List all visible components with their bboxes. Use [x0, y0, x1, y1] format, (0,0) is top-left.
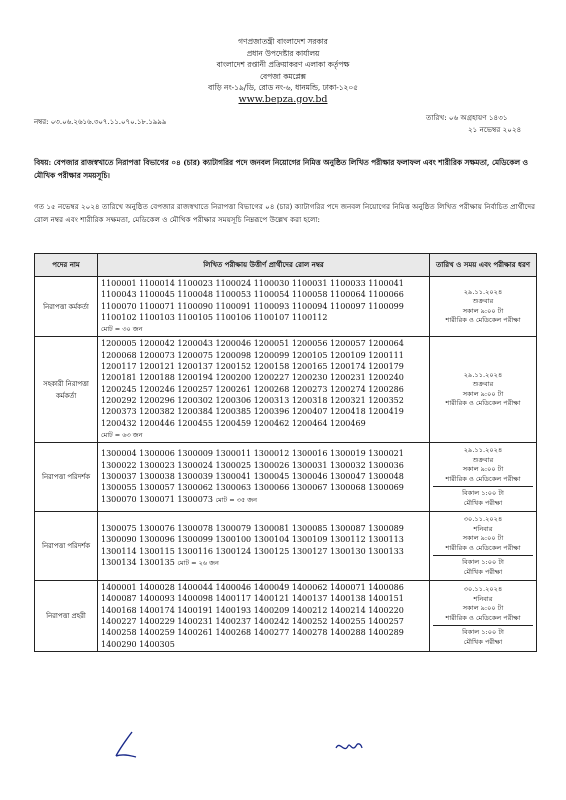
header-line-4: বেপজা কমপ্লেক্স: [260, 71, 306, 81]
reference-number: নম্বর: ০৩.০৬.২৬১৬.৩০৭.১১.০৭০.১৮.১৯৯৯: [34, 118, 167, 126]
header-post: পদের নাম: [35, 254, 98, 277]
header-schedule: তারিখ ও সময় এবং পরীক্ষার ধরণ: [430, 254, 537, 277]
schedule-cell: [430, 512, 537, 581]
table-row: [35, 512, 537, 581]
roll-list: 1300075 1300076 1300078 1300079 1300081 1300085 1300087 1300089 1300090 1300096 1300099 1300100 1300104 1300109 1300112 1300113 1300114 1300115 1300116 1300124 1300125 1300127 1300130 1300133 1300134 1300135: [101, 524, 404, 567]
signature-mark-right: [334, 736, 364, 758]
signature-mark-left: [112, 730, 140, 760]
roll-numbers: [98, 512, 430, 581]
total-count: মোট = ২৬ জন: [177, 558, 219, 567]
results-table: [34, 253, 537, 652]
header-line-3: বাংলাদেশ রপ্তানী প্রক্রিয়াকরণ এলাকা কর্তৃপক্ষ: [216, 60, 350, 69]
post-name: নিরাপত্তা পরিদর্শক: [35, 512, 98, 581]
post-name: নিরাপত্তা পরিদর্শক: [35, 443, 98, 512]
date-block: [426, 112, 521, 136]
table-row: [35, 443, 537, 512]
schedule-physical: ২৯.১১.২০২৪ শুক্রবার সকাল ৯:০০ টা শারীরিক ও মেডিকেল পরীক্ষা: [445, 370, 521, 408]
date-bangla: তারিখ: ০৬ অগ্রহায়ণ ১৪৩১: [426, 113, 508, 122]
schedule-viva: বিকাল ১:০০ টা মৌখিক পরীক্ষা: [462, 558, 504, 576]
schedule-cell: [430, 581, 537, 652]
schedule-viva: বিকাল ১:০০ টা মৌখিক পরীক্ষা: [462, 628, 504, 646]
roll-list: 1300004 1300006 1300009 1300011 1300012 1300016 1300019 1300021 1300022 1300023 1300024 1300025 1300026 1300031 1300032 1300036 1300037 1300038 1300039 1300041 1300045 1300046 1300047 1300048 1300055 1300057 1300062 1300063 1300066 1300067 1300068 1300069 1300070 1300071 1300073: [101, 449, 404, 504]
table-row: [35, 337, 537, 443]
roll-numbers: [98, 581, 430, 652]
post-name: নিরাপত্তা কর্মকর্তা: [35, 277, 98, 337]
header-line-2: প্রধান উপদেষ্টার কার্যালয়: [246, 48, 320, 58]
total-count: মোট = ৩০ জন: [101, 325, 143, 334]
header-line-5: বাড়ি নং-১৯/ডি, রোড নং-৬, ধানমন্ডি, ঢাকা-১২০৫: [208, 83, 358, 92]
schedule-cell: [430, 277, 537, 337]
roll-list: 1400001 1400028 1400044 1400046 1400049 1400062 1400071 1400086 1400087 1400093 1400098 1400117 1400121 1400137 1400138 1400151 1400168 1400174 1400191 1400193 1400209 1400212 1400214 1400220 1400227 1400229 1400231 1400237 1400242 1400252 1400255 1400257 1400258 1400259 1400261 1400268 1400277 1400278 1400288 1400289 1400290 1400305: [101, 583, 404, 649]
total-count: মোট = ৬৩ জন: [101, 430, 143, 439]
letterhead: [0, 36, 566, 105]
roll-list: 1200005 1200042 1200043 1200046 1200051 1200056 1200057 1200064 1200068 1200073 1200075 1200098 1200099 1200105 1200109 1200111 1200117 1200121 1200137 1200152 1200158 1200165 1200174 1200179 1200181 1200188 1200194 1200200 1200227 1200230 1200231 1200240 1200245 1200246 1200257 1200261 1200268 1200273 1200274 1200286 1200292 1200296 1200302 1200306 1200313 1200318 1200321 1200352 1200373 1200382 1200384 1200385 1200396 1200407 1200418 1200419 1200432 1200446 1200455 1200459 1200462 1200464 1200469: [101, 339, 404, 428]
schedule-physical: ২৯.১১.২০২৪ শুক্রবার সকাল ৯:০০ টা শারীরিক ও মেডিকেল পরীক্ষা: [445, 287, 521, 325]
date-gregorian: ২১ নভেম্বর ২০২৪: [468, 125, 522, 134]
post-name: নিরাপত্তা প্রহরী: [35, 581, 98, 652]
roll-numbers: [98, 277, 430, 337]
schedule-viva: বিকাল ১:০০ টা মৌখিক পরীক্ষা: [462, 489, 504, 507]
subject-line: বিষয়: বেপজার রাজস্বখাতে নিরাপত্তা বিভাগের ০৪ (চার) ক্যাটাগরির পদে জনবল নিয়োগের নিমিত্ত অনুষ্ঠিত লিখিত পরীক্ষার ফলাফল এবং শারীরিক সক্ষমতা, মেডিকেল ও মৌখিক পরীক্ষার সময়সূচি।: [34, 158, 528, 180]
table-header-row: [35, 254, 537, 277]
body-paragraph: গত ১৫ নভেম্বর ২০২৪ তারিখে অনুষ্ঠিত বেপজার রাজস্বখাতে নিরাপত্তা বিভাগের ০৪ (চার) ক্যাটাগরির পদে জনবল নিয়োগের নিমিত্ত অনুষ্ঠিত লিখিত পরীক্ষায় নির্বাচিত প্রার্থীদের রোল নম্বর এবং শারীরিক সক্ষমতা, মেডিকেল ও মৌখিক পরীক্ষার সময়সূচি নিম্নরূপে উল্লেখ করা হলো:: [34, 202, 536, 224]
roll-list: 1100001 1100014 1100023 1100024 1100030 1100031 1100033 1100041 1100043 1100045 1100048 1100053 1100054 1100058 1100064 1100066 1100070 1100071 1100090 1100091 1100093 1100094 1100097 1100099 1100102 1100103 1100105 1100106 1100107 1100112: [101, 279, 404, 322]
schedule-physical: ৩০.১১.২০২৪ শনিবার সকাল ৯:০০ টা শারীরিক ও মেডিকেল পরীক্ষা: [433, 583, 533, 626]
header-line-1: গণপ্রজাতন্ত্রী বাংলাদেশ সরকার: [238, 37, 328, 46]
schedule-physical: ২৯.১১.২০২৪ শুক্রবার সকাল ৯:০০ টা শারীরিক ও মেডিকেল পরীক্ষা: [433, 444, 533, 487]
schedule-cell: [430, 443, 537, 512]
roll-numbers: [98, 337, 430, 443]
post-name: সহকারী নিরাপত্তা কর্মকর্তা: [35, 337, 98, 443]
schedule-physical: ৩০.১১.২০২৪ শনিবার সকাল ৯:০০ টা শারীরিক ও মেডিকেল পরীক্ষা: [433, 513, 533, 556]
total-count: মোট = ৩৫ জন: [215, 495, 257, 504]
website-link[interactable]: www.bepza.gov.bd: [238, 93, 328, 105]
roll-numbers: [98, 443, 430, 512]
schedule-cell: [430, 337, 537, 443]
table-row: [35, 581, 537, 652]
header-rolls: লিখিত পরীক্ষায় উত্তীর্ণ প্রার্থীদের রোল নম্বর: [98, 254, 430, 277]
table-row: [35, 277, 537, 337]
